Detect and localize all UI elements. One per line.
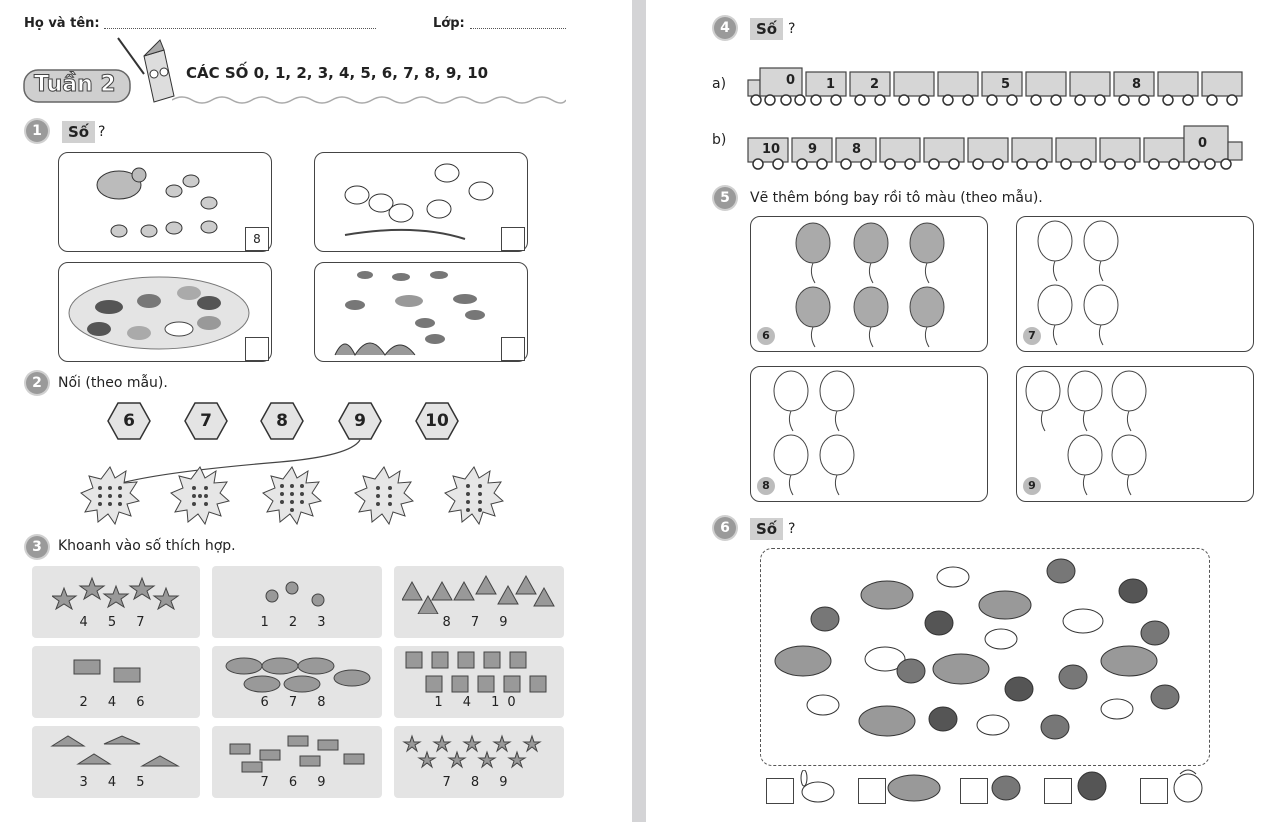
card-1-numbers[interactable]: 4 5 7: [79, 615, 153, 630]
card-2-numbers[interactable]: 1 2 3: [260, 615, 334, 630]
card-3-numbers[interactable]: 8 7 9: [442, 615, 516, 630]
train-a-wagon-5[interactable]: 5: [1001, 77, 1011, 92]
exercise-6-number: 6: [714, 517, 736, 539]
hex-number-7[interactable]: [184, 402, 228, 440]
train-b-label: b): [712, 132, 727, 148]
balloons-7-icon: [1017, 217, 1253, 351]
dot-star-9[interactable]: [80, 466, 140, 526]
train-b-wagon-1[interactable]: 9: [808, 142, 818, 157]
dot-star-6[interactable]: [354, 466, 414, 526]
balloon-panel-9[interactable]: [1016, 366, 1254, 502]
card-4-numbers[interactable]: 2 4 6: [79, 695, 153, 710]
exercise-1-question: ?: [98, 124, 106, 140]
answer-box-fish[interactable]: [501, 337, 525, 361]
train-b-wagon-0: 10: [762, 142, 781, 157]
hex-number-9[interactable]: [338, 402, 382, 440]
exercise-6-question: ?: [788, 521, 796, 537]
exercise-5-label: Vẽ thêm bóng bay rồi tô màu (theo mẫu).: [750, 190, 1043, 206]
dot-star-10[interactable]: [262, 466, 322, 526]
train-a: [746, 58, 1246, 110]
train-b-wagon-10: 0: [1198, 136, 1208, 151]
rabbit-icon: [794, 770, 840, 806]
dot-star-8[interactable]: [444, 466, 504, 526]
count-card-small-rects: [212, 726, 382, 798]
balloon-panel-7[interactable]: [1016, 216, 1254, 352]
small-rects-icon: [228, 734, 368, 774]
chicken-panel: [58, 152, 272, 252]
exercise-3-number: 3: [26, 536, 48, 558]
count-card-flat-triangles: [32, 726, 200, 798]
hex-number-10-label: 10: [425, 411, 449, 431]
hex-number-7-label: 7: [200, 411, 212, 431]
train-a-label: a): [712, 76, 727, 92]
pig-icon: [886, 770, 942, 806]
name-field[interactable]: [104, 28, 376, 29]
answer-box-birds[interactable]: [501, 227, 525, 251]
exercise-3-label: Khoanh vào số thích hợp.: [58, 538, 236, 554]
wavy-divider: [172, 94, 566, 106]
count-card-circles: [212, 566, 382, 638]
count-card-ovals: [212, 646, 382, 718]
count-card-triangles: [394, 566, 564, 638]
duck-panel: [58, 262, 272, 362]
small-stars-icon: [400, 732, 560, 772]
train-a-wagon-2[interactable]: 2: [870, 77, 880, 92]
class-field[interactable]: [470, 28, 566, 29]
balloons-6-icon: [751, 217, 987, 351]
pencil-mascot-icon: [116, 34, 178, 104]
card-7-numbers[interactable]: 3 4 5: [79, 775, 153, 790]
rectangles-icon: [68, 656, 148, 686]
balloons-8-icon: [751, 367, 987, 501]
answer-box-dog[interactable]: [1044, 778, 1072, 804]
train-a-wagon-8[interactable]: 8: [1132, 77, 1142, 92]
name-label: Họ và tên:: [24, 16, 100, 31]
right-page: [646, 0, 1274, 822]
card-9-numbers[interactable]: 7 8 9: [442, 775, 516, 790]
flat-triangles-icon: [50, 734, 184, 770]
balloon-panel-6-label: 6: [757, 327, 775, 345]
animal-scene: [760, 548, 1210, 766]
rooster-icon: [988, 768, 1024, 808]
exercise-6-so: Số: [750, 518, 783, 540]
exercise-5-number: 5: [714, 187, 736, 209]
exercise-4-question: ?: [788, 21, 796, 37]
balloon-panel-8[interactable]: [750, 366, 988, 502]
exercise-4-number: 4: [714, 17, 736, 39]
stars-icon: [52, 574, 182, 610]
balloon-panel-7-label: 7: [1023, 327, 1041, 345]
exercise-2-label: Nối (theo mẫu).: [58, 375, 168, 391]
card-6-numbers[interactable]: 1 4 10: [434, 695, 524, 710]
answer-box-chickens[interactable]: 8: [245, 227, 269, 251]
fish-panel: [314, 262, 528, 362]
week-badge-text: Tuần 2: [34, 72, 116, 97]
ovals-icon: [222, 654, 372, 694]
train-a-wagon-0: 0: [786, 73, 796, 88]
balloon-panel-8-label: 8: [757, 477, 775, 495]
answer-box-rooster[interactable]: [960, 778, 988, 804]
count-card-squares: [394, 646, 564, 718]
fish-icon: [315, 263, 527, 361]
squares-icon: [404, 650, 554, 696]
bird-panel: [314, 152, 528, 252]
hex-number-8[interactable]: [260, 402, 304, 440]
answer-box-goat[interactable]: [1140, 778, 1168, 804]
balloon-panel-6[interactable]: [750, 216, 988, 352]
train-a-wagon-1[interactable]: 1: [826, 77, 836, 92]
count-card-stars: [32, 566, 200, 638]
class-label: Lớp:: [433, 16, 465, 31]
ducks-icon: [59, 263, 271, 361]
chickens-icon: [59, 153, 271, 251]
page-gutter: [632, 0, 646, 822]
exercise-4-so: Số: [750, 18, 783, 40]
exercise-2-number: 2: [26, 372, 48, 394]
answer-box-rabbit[interactable]: [766, 778, 794, 804]
dog-icon: [1072, 766, 1112, 806]
match-line: [100, 438, 380, 488]
hex-number-9-label: 9: [354, 411, 366, 431]
answer-box-ducks[interactable]: [245, 337, 269, 361]
card-5-numbers[interactable]: 6 7 8: [260, 695, 334, 710]
balloon-panel-9-label: 9: [1023, 477, 1041, 495]
exercise-1-number: 1: [26, 120, 48, 142]
hex-number-6[interactable]: [107, 402, 151, 440]
balloons-9-icon: [1017, 367, 1253, 501]
count-card-small-stars: [394, 726, 564, 798]
hex-number-10[interactable]: [415, 402, 459, 440]
dot-star-7[interactable]: [170, 466, 230, 526]
hex-number-8-label: 8: [276, 411, 288, 431]
page-title: CÁC SỐ 0, 1, 2, 3, 4, 5, 6, 7, 8, 9, 10: [186, 64, 489, 82]
train-b-wagon-2[interactable]: 8: [852, 142, 862, 157]
hex-number-6-label: 6: [123, 411, 135, 431]
goat-icon: [1168, 766, 1208, 808]
count-card-rects: [32, 646, 200, 718]
animals-icon: [761, 549, 1209, 765]
triangles-icon: [402, 574, 556, 614]
train-b: [746, 120, 1246, 172]
exercise-1-so: Số: [62, 121, 95, 143]
circles-icon: [260, 574, 330, 610]
birds-icon: [315, 153, 527, 251]
card-8-numbers[interactable]: 7 6 9: [260, 775, 334, 790]
left-page: [0, 0, 632, 822]
answer-box-pig[interactable]: [858, 778, 886, 804]
